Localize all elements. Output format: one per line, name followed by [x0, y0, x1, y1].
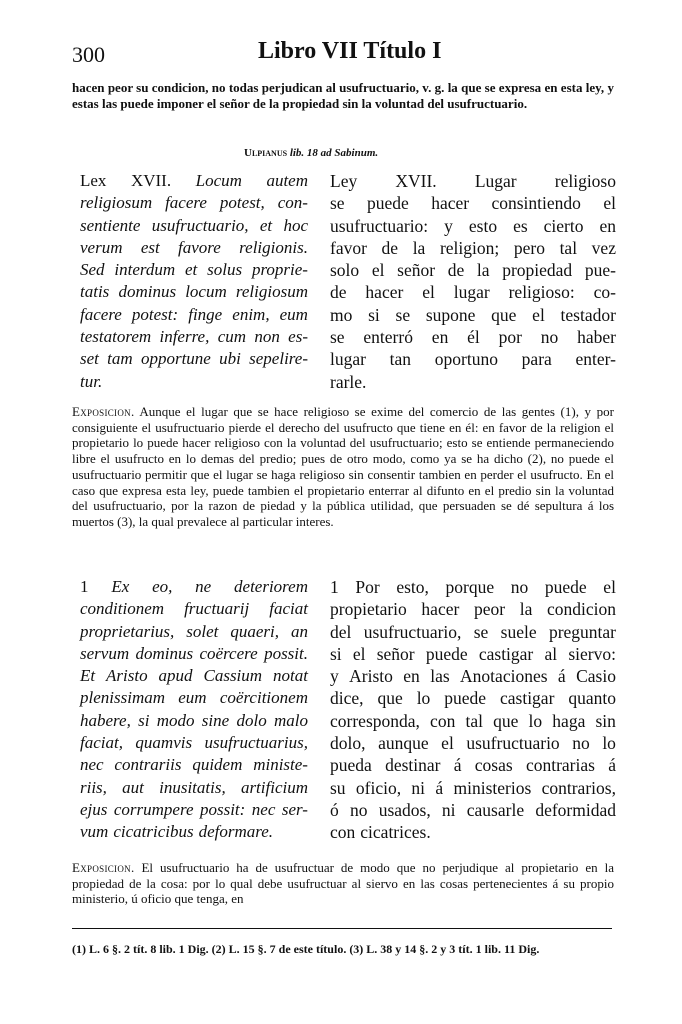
source-reference: lib. 18 ad Sabinum.: [289, 147, 379, 159]
exposicion-label: Exposicion.: [72, 404, 135, 419]
column-line: dolo, aunque el usufructuario no lo: [330, 733, 616, 754]
column-line: se puede hacer consintiendo el: [330, 193, 616, 214]
footnotes: (1) L. 6 §. 2 tít. 8 lib. 1 Dig. (2) L. 15 §. 7 de este título. (3) L. 38 y 14 §. 2 y 3 tít. 1 lib. 11 Dig.: [72, 942, 540, 956]
exposicion-2: [72, 860, 614, 907]
exposicion-text: Aunque el lugar que se hace religioso se exime del comercio de las gentes (1), y por consiguiente el usufructuario pierde el derecho del usufructo que tiene en él: en favor de la religion el propietario lo puede hacer religioso con la voluntad del usufructuario; esto se entiende permaneciendo libre el usufructo en lo demas del predio; pues de otro modo, como ya se ha dicho (2), no puede el usufructuario permitir que el lugar se haga religioso sin consentir tambien en perder el usufructo. En el caso que expresa esta ley, puede tambien el propietario enterrar al difunto en el predio sin la voluntad del usufructuario, por la razon de piedad y la pública utilidad, que persuaden se dé sepultura á los muertos (3), la qual prevalece al particular interes.: [72, 404, 614, 529]
column-line: lugar tan oportuno para enter-: [330, 349, 616, 370]
column-line: conditionem fructuarij faciat: [80, 599, 308, 619]
column-line: verum est favore religionis.: [80, 237, 308, 257]
column-line: tur.: [80, 371, 103, 391]
column-line: pueda destinar á cosas contrarias á: [330, 755, 616, 776]
running-title: Libro VII Título I: [258, 38, 442, 64]
column-line: plenissimam eum coërcitionem: [80, 688, 308, 708]
column-line: vum cicatricibus deformare.: [80, 822, 274, 842]
column-line: con cicatrices.: [330, 822, 431, 843]
column-line: mo si se supone que el testador: [330, 304, 616, 325]
column-line: dice, que lo puede castigar quanto: [330, 688, 616, 709]
page-number: 300: [72, 42, 105, 67]
column-line: testatorem inferre, cum non es-: [80, 327, 308, 347]
column-line: religiosum facere potest, con-: [80, 193, 308, 213]
column-line: nec contrariis quidem ministe-: [80, 755, 308, 775]
column-line: si el señor puede castigar al siervo:: [330, 643, 616, 664]
intro-paragraph: hacen peor su condicion, no todas perjudican al usufructuario, v. g. la que se expresa en esta ley, y estas las puede imponer el señor de la propiedad sin la voluntad del usufructuario.: [72, 80, 614, 111]
lex-xvii-latin: [80, 170, 308, 393]
column-line: usufructuario: y esto es cierto en: [330, 215, 616, 236]
source-author: Ulpianus: [244, 147, 288, 159]
column-line: solo el señor de la propiedad pue-: [330, 260, 616, 281]
column-line: faciat, quamvis usufructuarius,: [80, 733, 308, 753]
column-line: Lex XVII. Locum autem: [80, 171, 308, 190]
column-line: servum dominus coërcere possit.: [80, 643, 308, 663]
exposicion-label: Exposicion.: [72, 860, 135, 875]
section-1-spanish: [330, 576, 616, 844]
column-line: 1 Por esto, porque no puede el: [330, 577, 616, 597]
column-line: habere, si modo sine dolo malo: [80, 710, 308, 730]
column-line: propietario hacer peor la condicion: [330, 599, 616, 620]
column-line: 1 Ex eo, ne deteriorem: [80, 577, 308, 596]
footnote-rule: [72, 928, 612, 929]
source-citation: [244, 147, 378, 159]
column-line: rarle.: [330, 371, 367, 392]
column-line: corresponda, con tal que lo haga sin: [330, 710, 616, 731]
column-line: proprietarius, solet quaeri, an: [80, 621, 308, 641]
exposicion-1: [72, 404, 614, 530]
section-1-latin: [80, 576, 308, 844]
column-line: riis, aut inusitatis, artificium: [80, 777, 308, 797]
column-line: de hacer el lugar religioso: co-: [330, 282, 616, 303]
lex-xvii-spanish: [330, 170, 616, 393]
column-line: ejus corrumpere possit: nec ser-: [80, 799, 308, 819]
column-line: facere potest: finge enim, eum: [80, 304, 308, 324]
column-line: del usufructuario, se suele preguntar: [330, 621, 616, 642]
column-line: su oficio, ni á ministerios contrarios,: [330, 777, 616, 798]
column-line: tatis dominus locum religiosum: [80, 282, 308, 302]
column-line: Et Aristo apud Cassium notat: [80, 666, 308, 686]
column-line: Sed interdum et solus proprie-: [80, 260, 308, 280]
column-line: Ley XVII. Lugar religioso: [330, 171, 616, 191]
column-line: se enterró en él por no haber: [330, 327, 616, 348]
exposicion-text: El usufructuario ha de usufructuar de modo que no perjudique al propietario en la propiedad de la cosa: por lo qual debe usufructuar al siervo en las cosas pertenecientes á su propio ministerio, ú oficio que tenga, en: [72, 860, 615, 907]
column-line: y Aristo en las Anotaciones á Casio: [330, 666, 616, 687]
column-line: set tam opportune ubi sepelire-: [80, 349, 308, 369]
column-line: favor de la religion; pero tal vez: [330, 237, 616, 258]
column-line: ó no usados, ni causarle deformidad: [330, 799, 616, 820]
column-line: sentiente usufructuario, et hoc: [80, 215, 308, 235]
